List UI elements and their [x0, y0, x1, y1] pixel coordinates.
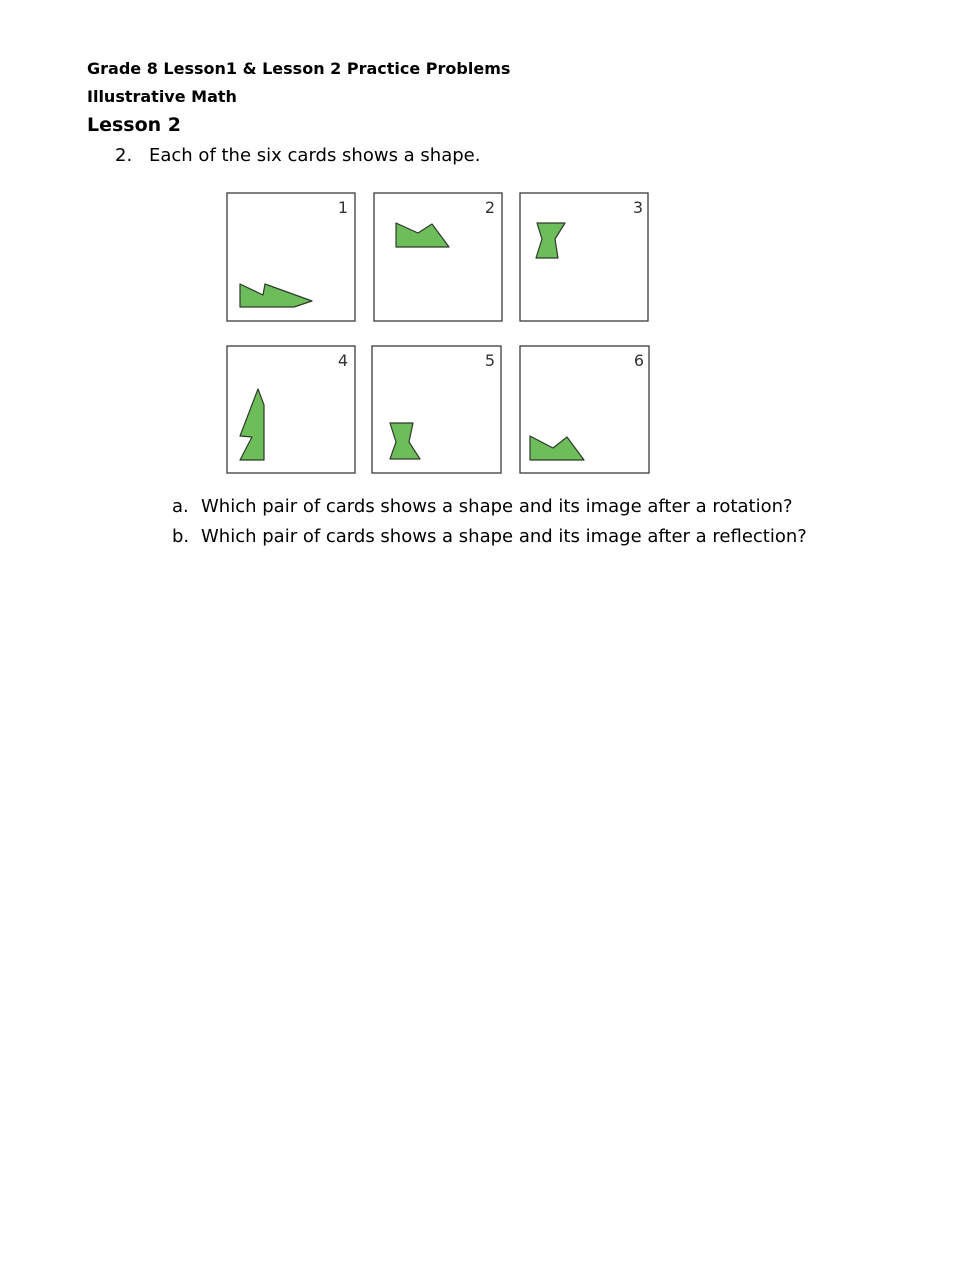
- problem-text: Each of the six cards shows a shape.: [149, 145, 481, 166]
- card-6: [520, 346, 649, 473]
- question-a: [172, 495, 807, 525]
- card-4-number: 4: [337, 351, 348, 370]
- question-list: [172, 495, 807, 555]
- card-3-number: 3: [632, 198, 643, 217]
- card-4: [227, 346, 355, 473]
- question-a-label: a.: [172, 496, 189, 517]
- document-subtitle: Illustrative Math: [87, 87, 237, 106]
- shape-cards-figure: [0, 0, 979, 500]
- lesson-heading: Lesson 2: [87, 114, 182, 136]
- document-title: Grade 8 Lesson1 & Lesson 2 Practice Problems: [87, 59, 511, 78]
- question-b-text: Which pair of cards shows a shape and its image after a reflection?: [201, 526, 807, 547]
- card-5: [372, 346, 501, 473]
- question-a-text: Which pair of cards shows a shape and its image after a rotation?: [201, 496, 793, 517]
- card-2-frame: [374, 193, 502, 321]
- card-1-number: 1: [337, 198, 348, 217]
- problem-number: 2.: [115, 145, 133, 166]
- card-3: [520, 193, 648, 321]
- card-2-number: 2: [484, 198, 495, 217]
- question-b-label: b.: [172, 526, 190, 547]
- question-b: [172, 525, 807, 555]
- card-6-number: 6: [633, 351, 644, 370]
- card-2: [374, 193, 502, 321]
- card-5-number: 5: [484, 351, 495, 370]
- card-1: [227, 193, 355, 321]
